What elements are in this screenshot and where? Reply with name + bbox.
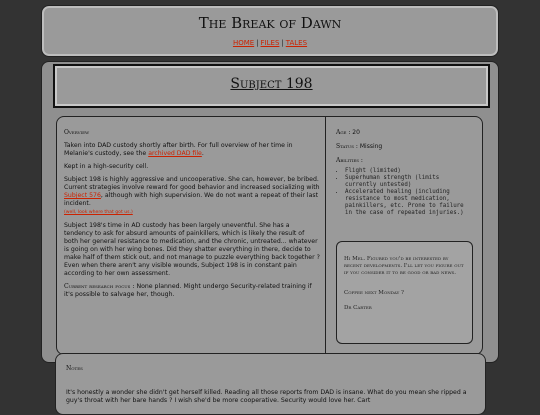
age-row — [336, 129, 472, 137]
ability-item: • Superhuman strength (limits currently untested) — [345, 175, 472, 189]
overview-paragraph — [64, 142, 320, 158]
overview-heading: Overview — [64, 129, 90, 136]
text: Taken into DAD custody shortly after birth. For full overview of her time in Melanie's custody, see the — [64, 142, 293, 157]
status-value: Missing — [357, 143, 383, 150]
ability-item: • Accelerated healing (including resistance to most medication, painkillers, etc. Prone to failure in the case of repeated injuries.) — [345, 189, 472, 217]
cell-paragraph: Kept in a high-security cell. — [64, 163, 149, 170]
side-column — [336, 129, 472, 217]
page-title: Subject 198 — [230, 76, 313, 92]
text: , although with high supervision. We do not want a repeat of their last incident. — [64, 192, 319, 207]
site-header — [41, 5, 499, 57]
abilities-row — [336, 157, 472, 165]
notes-panel — [55, 353, 486, 415]
nav-link-home[interactable]: HOME — [232, 39, 255, 47]
custody-paragraph: Subject 198's time in AD custody has been largely uneventful. She has a tendency to ask for absurd amounts of painkillers, which is likely the result of both her general resistance to medication, and the chronic, untreated... whatever is going on with her wing bones. Did they shatter everything in there, decide to make half of them stick out, and not manage to puzzle everything back together ? Even when there aren't any visible wounds, Subject 198 is in constant pain according to her own assessment. — [64, 222, 320, 277]
text: Subject 198 is highly aggressive and uncooperative. She can, however, be bribed. Current strategies involve reward for good behavior and increased socializing with — [64, 176, 320, 191]
nav-separator: | — [281, 39, 284, 47]
nav-separator: | — [256, 39, 259, 47]
research-focus-paragraph — [64, 283, 320, 299]
notes-title: Notes — [66, 365, 83, 372]
memo-coffee: Coffee next Monday ? — [344, 290, 404, 296]
abilities-list — [336, 168, 472, 217]
site-title: The Break of Dawn — [198, 14, 342, 32]
notes-text: It's honestly a wonder she didn't get herself killed. Reading all those reports from DAD is insane. What do you mean she ripped a guy's throat with her bare hands ? I wish she'd be more cooperative. Security would love her. Cart — [66, 389, 467, 404]
status-label: Status : — [336, 143, 358, 150]
nav-link-files[interactable]: FILES — [260, 39, 280, 47]
ability-item: • Flight (limited) — [345, 168, 472, 175]
title-box — [53, 64, 490, 108]
nav-link-tales[interactable]: TALES — [285, 39, 308, 47]
memo-signature: Dr Carter — [344, 305, 372, 311]
status-row — [336, 143, 472, 151]
memo-note-box — [336, 241, 473, 344]
memo-message: Hi Mel. Figured you'd be interested by recent developments. I'll let you figure out if you consider it to be good or bad news. — [344, 256, 464, 276]
column-divider — [325, 116, 326, 353]
incident-link[interactable]: (well, look where that got us.) — [64, 210, 133, 215]
archived-dad-file-link[interactable]: archived DAD file — [148, 150, 202, 157]
text: . — [201, 150, 204, 157]
abilities-label: Abilities : — [336, 157, 363, 164]
main-column — [64, 129, 320, 304]
incident-paragraph — [64, 208, 320, 217]
age-value: 20 — [350, 129, 360, 136]
age-label: Age : — [336, 129, 351, 136]
behavior-paragraph — [64, 176, 320, 208]
research-focus-text: None planned. Might undergo Security-related training if it's possible to salvage her, though. — [64, 283, 312, 298]
main-nav — [42, 39, 498, 47]
subject-576-link[interactable]: Subject 576 — [64, 192, 101, 199]
research-focus-label: Current research focus : — [64, 283, 135, 290]
